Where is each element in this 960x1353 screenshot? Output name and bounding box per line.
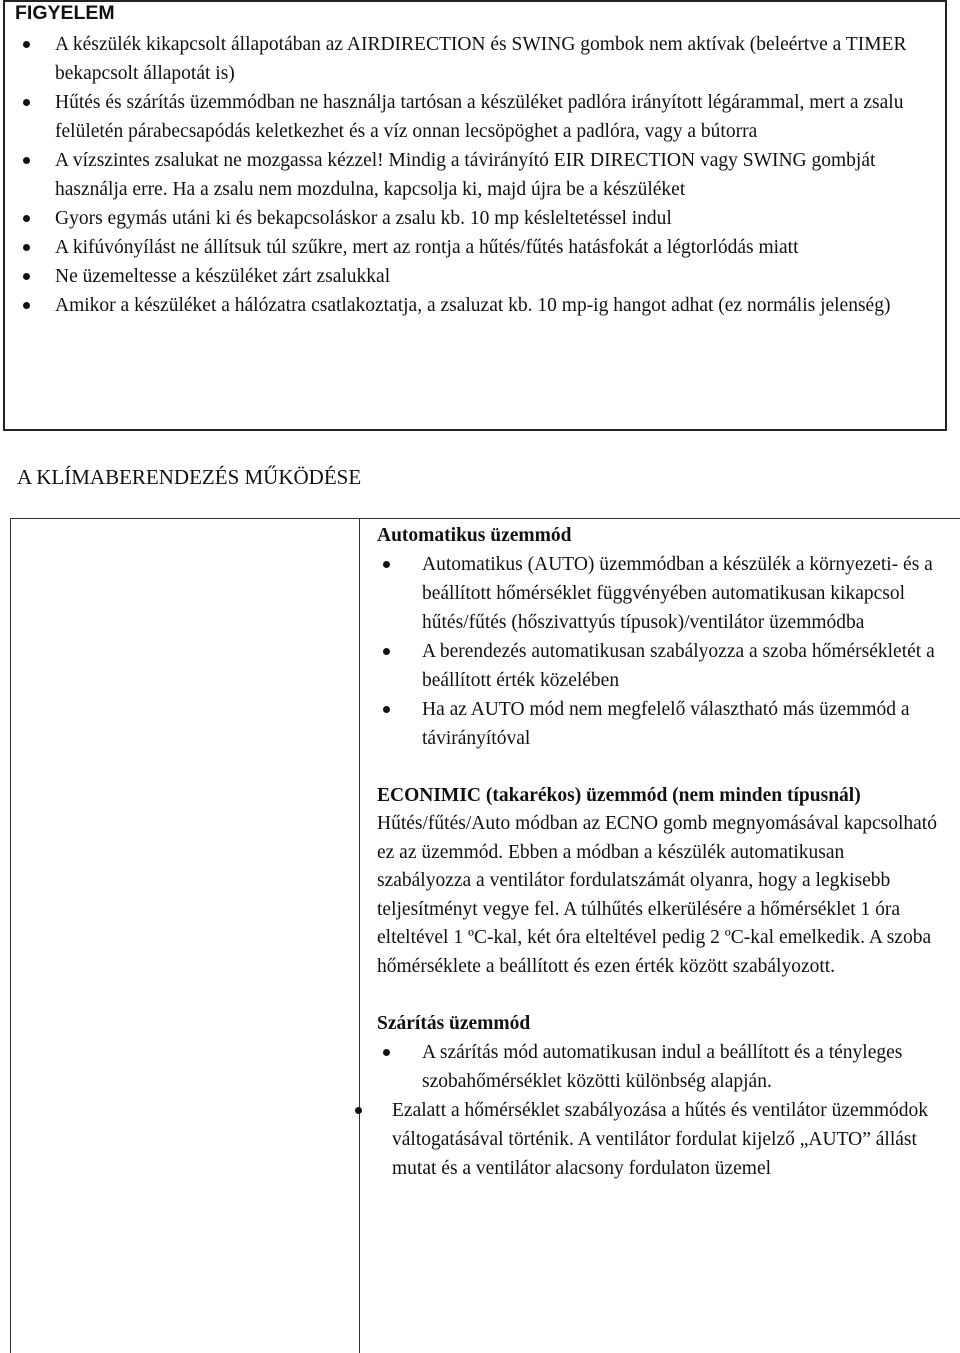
eco-mode-title: ECONIMIC (takarékos) üzemmód (nem minden típusnál) <box>377 785 861 806</box>
warning-title: FIGYELEM <box>15 2 115 24</box>
warning-item: Ne üzemeltesse a készüléket zárt zsalukkal <box>5 262 935 291</box>
eco-mode-text: Hűtés/fűtés/Auto módban az ECNO gomb megnyomásával kapcsolható ez az üzemmód. Ebben a módban a készülék automatikusan szabályozza a ventilátor fordulatszámát olyanra, hogy a legkisebb teljesítményt vegye fel. A túlhűtés elkerülésére a hőmérséklet 1 óra elteltével 1 ºC-kal, két óra elteltével pedig 2 ºC-kal emelkedik. A szoba hőmérséklete a beállított és ezen érték között szabályozott. <box>377 813 937 977</box>
list-item: Ezalatt a hőmérséklet szabályozása a hűtés és ventilátor üzemmódok váltogatásával történik. A ventilátor fordulat kijelző „AUTO” állást mutat és a ventilátor alacsony fordulaton üzemel <box>377 1096 937 1183</box>
warning-list <box>5 30 935 320</box>
bullet-icon <box>23 99 30 106</box>
bullet-icon <box>383 1049 390 1056</box>
warning-box <box>3 0 947 431</box>
warning-item: A készülék kikapcsolt állapotában az AIRDIRECTION és SWING gombok nem aktívak (beleértve a TIMER bekapcsolt állapotát is) <box>5 30 935 88</box>
section-heading: A KLÍMABERENDEZÉS MŰKÖDÉSE <box>17 465 362 489</box>
list-item: Ha az AUTO mód nem megfelelő választható más üzemmód a távirányítóval <box>377 695 937 753</box>
auto-mode-title: Automatikus üzemmód <box>377 525 572 546</box>
list-item: A berendezés automatikusan szabályozza a szoba hőmérsékletét a beállított érték közelében <box>377 637 937 695</box>
bullet-icon <box>23 302 30 309</box>
bullet-icon <box>383 648 390 655</box>
list-item: A szárítás mód automatikusan indul a beállított és a tényleges szobahőmérséklet közötti különbség alapján. <box>377 1038 937 1096</box>
warning-item: A vízszintes zsalukat ne mozgassa kézzel! Mindig a távirányító EIR DIRECTION vagy SWING gombját használja erre. Ha a zsalu nem mozdulna, kapcsolja ki, majd újra be a készüléket <box>5 146 935 204</box>
bullet-icon <box>383 561 390 568</box>
dry-mode-list <box>377 1038 937 1183</box>
bullet-icon <box>23 215 30 222</box>
bullet-icon <box>23 157 30 164</box>
warning-item: Amikor a készüléket a hálózatra csatlakoztatja, a zsaluzat kb. 10 mp-ig hangot adhat (ez normális jelenség) <box>5 291 935 320</box>
dry-mode-title: Szárítás üzemmód <box>377 1013 531 1034</box>
bullet-icon <box>23 41 30 48</box>
bullet-icon <box>355 1107 362 1114</box>
warning-item: A kifúvónyílást ne állítsuk túl szűkre, mert az rontja a hűtés/fűtés hatásfokát a légtorlódás miatt <box>5 233 935 262</box>
warning-item: Hűtés és szárítás üzemmódban ne használja tartósan a készüléket padlóra irányított légárammal, mert a zsalu felületén párabecsapódás keletkezhet és a víz onnan lecsöpöghet a padlóra, vagy a bútorra <box>5 88 935 146</box>
list-item: Automatikus (AUTO) üzemmódban a készülék a környezeti- és a beállított hőmérséklet függvényében automatikusan kikapcsol hűtés/fűtés (hőszivattyús típusok)/ventilátor üzemmódba <box>377 550 937 637</box>
table-divider <box>359 518 360 1353</box>
warning-item: Gyors egymás utáni ki és bekapcsoláskor a zsalu kb. 10 mp késleltetéssel indul <box>5 204 935 233</box>
bullet-icon <box>23 244 30 251</box>
mode-descriptions <box>377 521 937 1183</box>
bullet-icon <box>23 273 30 280</box>
auto-mode-list <box>377 550 937 753</box>
bullet-icon <box>383 706 390 713</box>
